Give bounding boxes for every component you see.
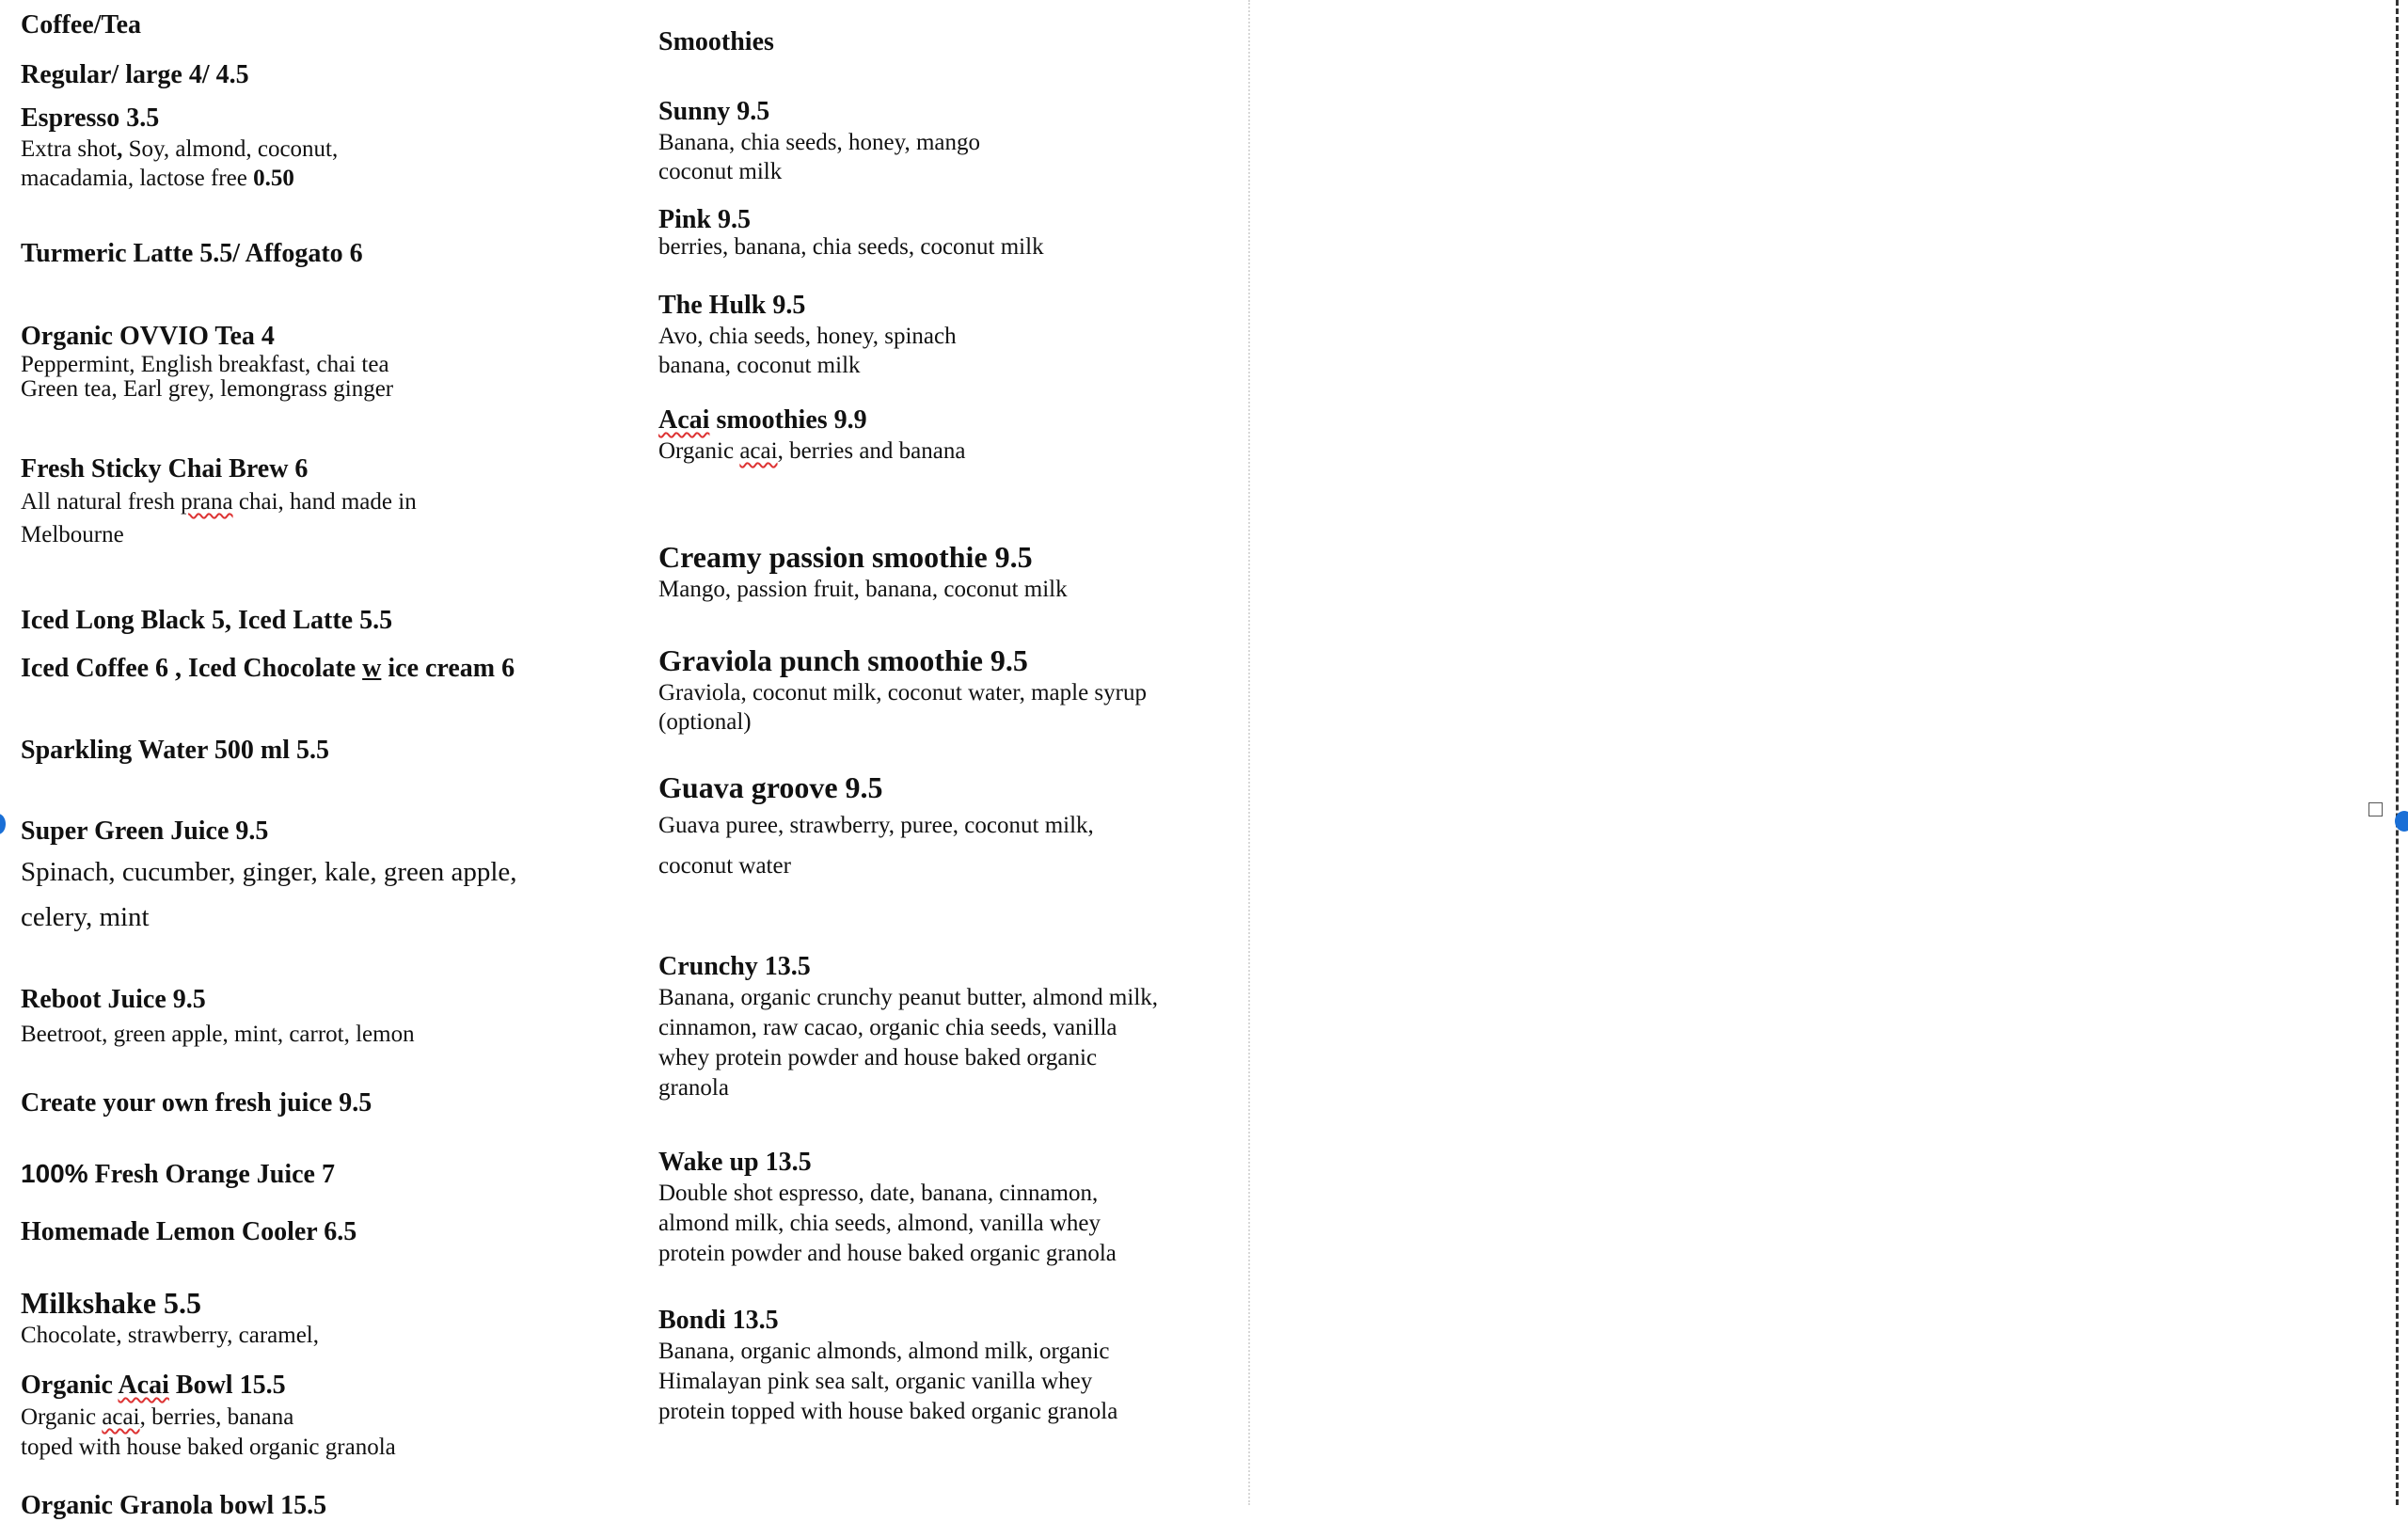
menu-item-lemon-cooler <box>21 1216 623 1248</box>
item-title: Acai smoothies 9.9 <box>658 405 867 435</box>
item-desc: cinnamon, raw cacao, organic chia seeds, vanilla <box>658 1015 1117 1040</box>
item-title: Bondi 13.5 <box>658 1306 779 1335</box>
item-desc: toped with house baked organic granola <box>21 1435 396 1460</box>
item-desc: Mango, passion fruit, banana, coconut milk <box>658 577 1068 602</box>
item-title: Graviola punch smoothie 9.5 <box>658 643 1028 677</box>
resize-handle-right[interactable] <box>2395 811 2408 832</box>
item-title: Organic Granola bowl 15.5 <box>21 1491 327 1520</box>
item-title: Espresso 3.5 <box>21 103 160 133</box>
item-title: Fresh Sticky Chai Brew 6 <box>21 454 309 484</box>
menu-item-acai-bowl <box>21 1370 623 1462</box>
menu-section-coffee <box>21 9 623 41</box>
item-title: Turmeric Latte 5.5/ Affogato 6 <box>21 239 363 268</box>
smoothie-hulk <box>658 290 1242 380</box>
item-desc: Spinach, cucumber, ginger, kale, green apple, <box>21 857 517 887</box>
item-title: Organic Acai Bowl 15.5 <box>21 1371 286 1400</box>
item-desc: Melbourne <box>21 522 124 547</box>
section-title: Coffee/Tea <box>21 10 142 40</box>
item-desc: coconut milk <box>658 159 783 184</box>
column-divider <box>1248 0 1250 1505</box>
item-title: Sunny 9.5 <box>658 97 770 126</box>
smoothie-wake-up <box>658 1147 1242 1269</box>
menu-item-reboot-juice <box>21 984 623 1049</box>
menu-item-create-juice <box>21 1087 623 1119</box>
menu-item-sparkling <box>21 735 623 767</box>
item-desc: macadamia, lactose free 0.50 <box>21 166 294 191</box>
menu-item-orange-juice <box>21 1158 623 1191</box>
item-desc: (optional) <box>658 709 752 735</box>
menu-item-espresso <box>21 103 623 193</box>
item-desc: Himalayan pink sea salt, organic vanilla whey <box>658 1369 1093 1394</box>
menu-item-ovvio-tea <box>21 321 623 402</box>
item-title: Guava groove 9.5 <box>658 770 883 804</box>
smoothie-sunny <box>658 96 1242 186</box>
item-title: Creamy passion smoothie 9.5 <box>658 540 1033 574</box>
item-desc: Banana, chia seeds, honey, mango <box>658 130 981 155</box>
menu-item-turmeric <box>21 238 623 270</box>
item-desc: Banana, organic almonds, almond milk, organic <box>658 1339 1110 1364</box>
smoothie-graviola <box>658 642 1242 737</box>
item-desc: coconut water <box>658 853 791 879</box>
item-desc: All natural fresh prana chai, hand made in <box>21 489 417 515</box>
item-title: Super Green Juice 9.5 <box>21 816 269 846</box>
item-title: Iced Coffee 6 , Iced Chocolate w ice cream 6 <box>21 654 515 683</box>
layout-anchor-box[interactable] <box>2368 802 2383 816</box>
smoothie-pink <box>658 204 1242 262</box>
item-desc: Peppermint, English breakfast, chai tea <box>21 352 389 377</box>
menu-item-iced-coffee <box>21 653 623 685</box>
item-desc: Beetroot, green apple, mint, carrot, lemon <box>21 1022 415 1047</box>
smoothie-crunchy <box>658 951 1242 1103</box>
item-desc: granola <box>658 1075 729 1101</box>
item-desc: banana, coconut milk <box>658 353 861 378</box>
item-title: Wake up 13.5 <box>658 1148 812 1177</box>
item-desc: Graviola, coconut milk, coconut water, maple syrup <box>658 680 1147 706</box>
item-desc: almond milk, chia seeds, almond, vanilla whey <box>658 1211 1101 1236</box>
item-desc: Organic acai, berries, banana <box>21 1404 294 1430</box>
menu-item-iced-long-black <box>21 605 623 637</box>
section-title: Smoothies <box>658 27 774 56</box>
item-title: Reboot Juice 9.5 <box>21 985 206 1014</box>
menu-section-smoothies <box>658 26 1242 58</box>
item-title: Crunchy 13.5 <box>658 952 811 981</box>
item-title: Homemade Lemon Cooler 6.5 <box>21 1217 357 1246</box>
item-title: 100% Fresh Orange Juice 7 <box>21 1159 335 1189</box>
item-title: Create your own fresh juice 9.5 <box>21 1088 372 1118</box>
item-desc: Green tea, Earl grey, lemongrass ginger <box>21 376 394 402</box>
item-desc: celery, mint <box>21 902 150 932</box>
item-title: Regular/ large 4/ 4.5 <box>21 60 249 89</box>
page-edge-guide <box>2396 0 2399 1505</box>
item-desc: Double shot espresso, date, banana, cinnamon, <box>658 1181 1099 1206</box>
item-desc: whey protein powder and house baked organic <box>658 1045 1098 1070</box>
item-title: Pink 9.5 <box>658 205 752 234</box>
menu-item-chai <box>21 453 623 551</box>
item-desc: Guava puree, strawberry, puree, coconut milk, <box>658 813 1094 838</box>
smoothie-creamy-passion <box>658 539 1242 604</box>
item-title: Iced Long Black 5, Iced Latte 5.5 <box>21 606 393 635</box>
resize-handle-left[interactable] <box>0 814 6 834</box>
item-title: Organic OVVIO Tea 4 <box>21 322 275 351</box>
item-title: The Hulk 9.5 <box>658 291 806 320</box>
smoothie-guava <box>658 769 1242 886</box>
item-title: Sparkling Water 500 ml 5.5 <box>21 736 330 765</box>
smoothie-bondi <box>658 1305 1242 1427</box>
item-desc: protein topped with house baked organic granola <box>658 1399 1118 1424</box>
item-desc: Organic acai, berries and banana <box>658 438 966 464</box>
menu-item-sizes <box>21 59 623 91</box>
smoothie-acai <box>658 404 1242 466</box>
item-desc: berries, banana, chia seeds, coconut milk <box>658 234 1044 260</box>
item-desc: Chocolate, strawberry, caramel, <box>21 1323 319 1348</box>
item-desc: Banana, organic crunchy peanut butter, almond milk, <box>658 985 1159 1010</box>
item-desc: protein powder and house baked organic granola <box>658 1241 1117 1266</box>
item-title: Milkshake 5.5 <box>21 1286 202 1320</box>
item-desc: Avo, chia seeds, honey, spinach <box>658 324 957 349</box>
item-desc: Extra shot, Soy, almond, coconut, <box>21 136 339 162</box>
menu-item-milkshake <box>21 1285 623 1350</box>
menu-item-green-juice <box>21 816 623 942</box>
menu-item-granola-bowl <box>21 1490 623 1522</box>
